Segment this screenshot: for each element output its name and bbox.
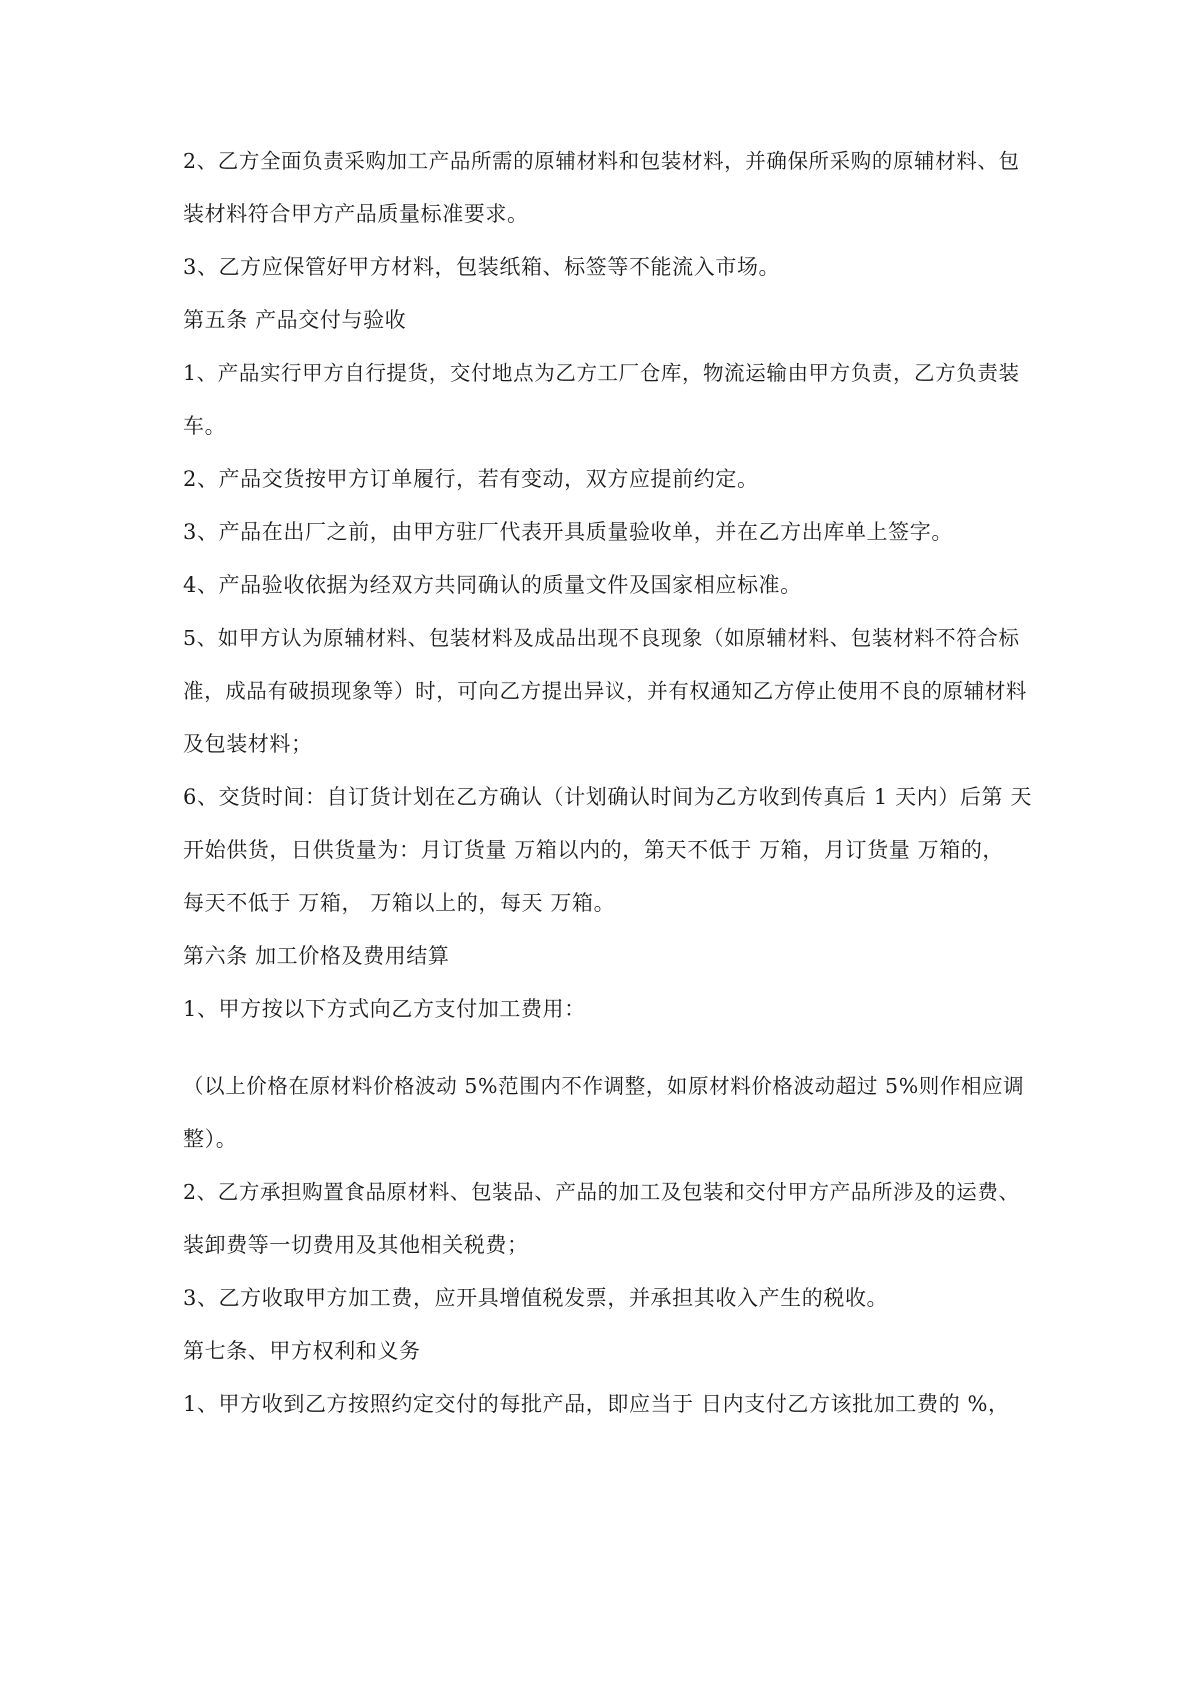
paragraph-line: 6、交货时间：自订货计划在乙方确认（计划确认时间为乙方收到传真后 1 天内）后第 天: [183, 785, 1032, 809]
paragraph-line: 2、乙方全面负责采购加工产品所需的原辅材料和包装材料，并确保所采购的原辅材料、包: [183, 149, 1020, 173]
paragraph-line: 1、产品实行甲方自行提货，交付地点为乙方工厂仓库，物流运输由甲方负责，乙方负责装: [183, 361, 1020, 385]
paragraph-line: 车。: [183, 414, 227, 438]
paragraph-line: 2、产品交货按甲方订单履行，若有变动，双方应提前约定。: [183, 467, 759, 491]
paragraph-line: 4、产品验收依据为经双方共同确认的质量文件及国家相应标准。: [183, 573, 802, 597]
paragraph-line: 3、乙方应保管好甲方材料，包装纸箱、标签等不能流入市场。: [183, 255, 781, 279]
paragraph-line: 开始供货，日供货量为：月订货量 万箱以内的，第天不低于 万箱，月订货量 万箱的，: [183, 838, 1005, 862]
paragraph-line: 及包装材料；: [183, 732, 313, 756]
paragraph-line: 1、甲方按以下方式向乙方支付加工费用：: [183, 997, 586, 1021]
section-heading: 第五条 产品交付与验收: [183, 308, 407, 332]
section-heading: 第七条、甲方权利和义务: [183, 1339, 421, 1363]
paragraph-line: 每天不低于 万箱， 万箱以上的，每天 万箱。: [183, 891, 616, 915]
paragraph-line: 装材料符合甲方产品质量标准要求。: [183, 202, 529, 226]
paragraph-line: 3、乙方收取甲方加工费，应开具增值税发票，并承担其收入产生的税收。: [183, 1286, 889, 1310]
paragraph-line: 3、产品在出厂之前，由甲方驻厂代表开具质量验收单，并在乙方出库单上签字。: [183, 520, 953, 544]
paragraph-line: （以上价格在原材料价格波动 5%范围内不作调整，如原材料价格波动超过 5%则作相应调: [183, 1074, 1025, 1098]
section-heading: 第六条 加工价格及费用结算: [183, 944, 450, 968]
paragraph-line: 准，成品有破损现象等）时，可向乙方提出异议，并有权通知乙方停止使用不良的原辅材料: [183, 679, 1027, 703]
paragraph-line: 整）。: [183, 1127, 238, 1151]
paragraph-line: 装卸费等一切费用及其他相关税费；: [183, 1233, 529, 1257]
paragraph-line: 1、甲方收到乙方按照约定交付的每批产品，即应当于 日内支付乙方该批加工费的 %，: [183, 1392, 1010, 1416]
paragraph-line: 5、如甲方认为原辅材料、包装材料及成品出现不良现象（如原辅材料、包装材料不符合标: [183, 626, 1020, 650]
paragraph-line: 2、乙方承担购置食品原材料、包装品、产品的加工及包装和交付甲方产品所涉及的运费、: [183, 1180, 1020, 1204]
